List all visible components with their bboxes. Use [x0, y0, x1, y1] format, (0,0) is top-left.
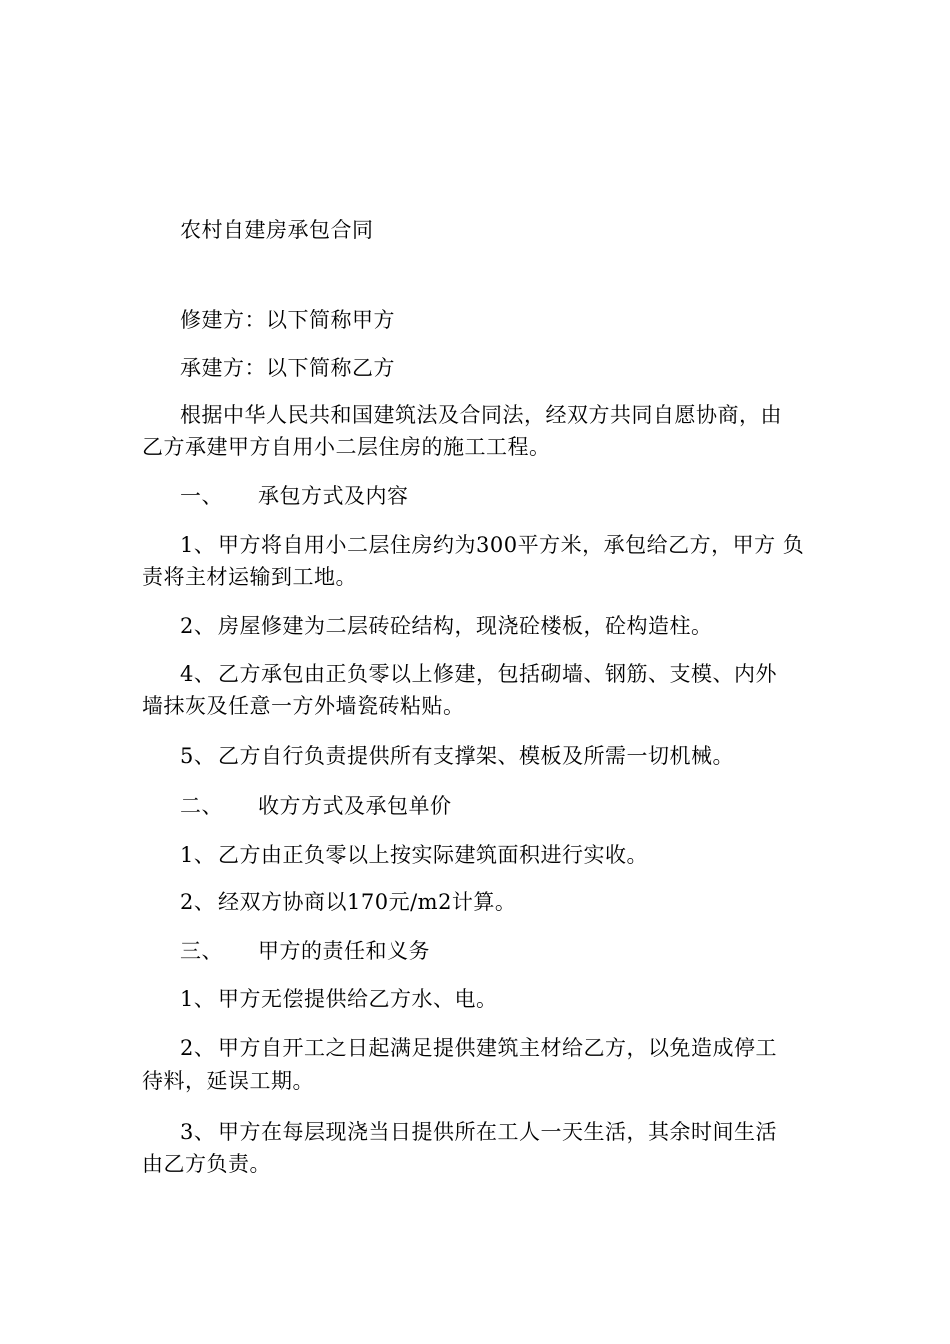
clause-line [180, 1033, 777, 1063]
clause-line [180, 887, 516, 917]
clause-number: 4、 [180, 662, 216, 686]
clause-continuation: 待料，延误工期。 [142, 1069, 314, 1093]
clause-text: 甲方自开工之日起满足提供建筑主材给乙方，以免造成停工 [218, 1036, 777, 1060]
preamble-line-1: 根据中华人民共和国建筑法及合同法，经双方共同自愿协商，由 [180, 403, 782, 427]
section-title: 收方方式及承包单价 [258, 794, 452, 818]
clause-number: 1、 [180, 987, 216, 1011]
clause-number: 2、 [180, 890, 216, 914]
clause-number: 5、 [180, 744, 216, 768]
clause-continuation: 墙抹灰及任意一方外墙瓷砖粘贴。 [142, 694, 465, 718]
clause-text: 经双方协商以170元/m2计算。 [218, 890, 517, 914]
clause-number: 2、 [180, 614, 216, 638]
clause-text: 乙方自行负责提供所有支撑架、模板及所需一切机械。 [218, 744, 734, 768]
section-number: 三、 [180, 939, 223, 963]
clause-text: 甲方无偿提供给乙方水、电。 [218, 987, 498, 1011]
party-b-line: 承建方：以下简称乙方 [180, 356, 395, 380]
clause-number: 3、 [180, 1120, 216, 1144]
clause-text: 乙方由正负零以上按实际建筑面积进行实收。 [218, 843, 648, 867]
clause-line [180, 530, 804, 560]
clause-number: 1、 [180, 843, 216, 867]
section-heading [180, 791, 452, 821]
clause-number: 1、 [180, 533, 216, 557]
party-a-line: 修建方：以下简称甲方 [180, 308, 395, 332]
clause-line [180, 1117, 777, 1147]
section-heading [180, 481, 409, 511]
section-number: 二、 [180, 794, 223, 818]
clause-text: 房屋修建为二层砖砼结构，现浇砼楼板，砼构造柱。 [218, 614, 713, 638]
clause-line [180, 659, 777, 689]
section-heading [180, 936, 430, 966]
section-title: 承包方式及内容 [258, 484, 409, 508]
clause-number: 2、 [180, 1036, 216, 1060]
clause-line [180, 840, 648, 870]
document-title: 农村自建房承包合同 [180, 218, 374, 242]
section-number: 一、 [180, 484, 223, 508]
section-title: 甲方的责任和义务 [258, 939, 430, 963]
clause-text: 甲方将自用小二层住房约为300平方米，承包给乙方，甲方 负 [218, 533, 805, 557]
preamble-line-2: 乙方承建甲方自用小二层住房的施工工程。 [142, 435, 551, 459]
clause-text: 乙方承包由正负零以上修建，包括砌墙、钢筋、支模、内外 [218, 662, 777, 686]
clause-line [180, 984, 498, 1014]
clause-line [180, 611, 713, 641]
clause-text: 甲方在每层现浇当日提供所在工人一天生活，其余时间生活 [218, 1120, 777, 1144]
clause-line [180, 741, 734, 771]
clause-continuation: 由乙方负责。 [142, 1152, 271, 1176]
clause-continuation: 责将主材运输到工地。 [142, 565, 357, 589]
